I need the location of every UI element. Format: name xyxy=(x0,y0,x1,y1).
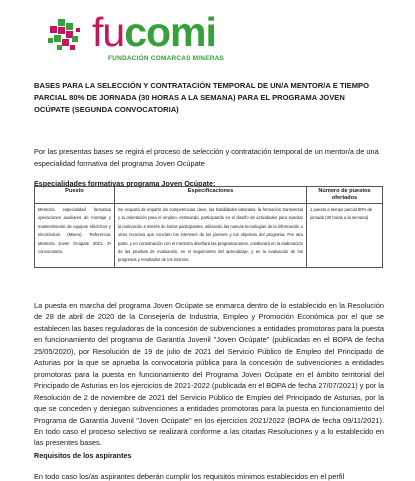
specialties-table xyxy=(34,186,383,268)
document-title: BASES PARA LA SELECCIÓN Y CONTRATACIÓN TEMPORAL DE UN/A MENTOR/A E TIEMPO PARCIAL 80% DE JORNADA (30 HORAS A LA SEMANA) PARA EL PROGRAMA JOVEN OCÚPATE (SEGUNDA CONVOCATORIA) xyxy=(34,81,369,115)
cell-puesto: Mentor/a especialidad formativa operaciones auxiliares de montaje y mantenimiento de equipos eléctricos y electrónicos (Mieeo). Referencia: Mentor/a Joven Ocúpate 2021. 2ª convocatoria. xyxy=(35,204,115,268)
header-especificaciones: Especificaciones xyxy=(115,187,307,204)
requisitos-first-line: En todo caso los/as aspirantes deberán cumplir los requisitos mínimos establecidos en el perfil xyxy=(34,472,345,481)
table-caption: Especialidades formativas programa Joven Ocúpate: xyxy=(34,179,216,188)
header-numero-puestos: Número de puestos ofertados xyxy=(307,187,383,204)
fucomi-logo xyxy=(44,10,234,72)
logo-wordmark-comi: comi xyxy=(124,9,216,55)
cell-especificaciones: Se ocupará de impartir las competencias clave, las habilidades laborales, la formación transversal y la orientación para el empleo, estimando, participando en el diseño de actividades para suscitar la motivación e interés de los/as participantes, utilizando las nuevas tecnologías de la información u otros recursos que conciten los intereses de los jóvenes y los objetivos del programa. Por otra parte, y en coordinación con el mentor/a diseñará las programaciones, colaborará en la elaboración de las pruebas de evaluación, en el seguimiento del aprendizaje, y en la evaluación de los progresos y resultados de los mismos. xyxy=(115,204,307,268)
intro-paragraph: Por las presentas bases se regirá el proceso de selección y contratación temporal de un mentor/a de una especialidad formativa del programa Joven Ocúpate xyxy=(34,147,379,168)
header-puesto: Puesto xyxy=(35,187,115,204)
requisitos-heading: Requisitos de los aspirantes xyxy=(34,451,132,460)
table-header-row xyxy=(35,187,383,204)
table-row xyxy=(35,204,383,268)
cell-numero: 1 puesto a tiempo parcial 80% de jornada (30 horas a la semana) xyxy=(307,204,383,268)
logo-wordmark xyxy=(92,9,216,55)
logo-mosaic-icon xyxy=(44,12,90,58)
logo-subtitle: FUNDACIÓN COMARCAS MINERAS xyxy=(108,55,225,62)
body-paragraph: La puesta en marcha del programa Joven Ocúpate se enmarca dentro de lo establecido en la Resolución de 28 de abril de 2020 de la Consejería de Industria, Empleo y Promoción Económica por el que se establecen las bases reguladoras de la concesión de subvenciones a entidades promotoras para la puesta en funcionamiento del programa de Garantía Juvenil "Joven Ocúpate" (publicadas en el BOPA de fecha 25/05/2020), por Resolución de 19 de julio de 2021 del Servicio Público de Empleo del Principado de Asturias por la que se aprueba la convocatoria pública para la concesión de subvenciones a entidades promotoras para la puesta en funcionamiento del Programa Joven Ocúpate en el ámbito territorial del Principado de Asturias en los ejercicios de 2021-2022 (publicada en el BOPA de fecha 27/07/2021) y por la Resolución de 2 de noviembre de 2021 del Servicio Público de Empleo del Principado de Asturias, por la que se conceden y deniegan subvenciones a entidades promotoras para la puesta en funcionamiento del Programa de Garantía Juvenil "Joven Ocúpate" en los ejercicios 2021/2022 (BOPA de fecha 09/11/2021). En todo caso el proceso selectivo se realizará conforme a las citadas Resoluciones y a lo establecido en las presentes bases. xyxy=(34,301,384,448)
logo-wordmark-fu: fu xyxy=(92,9,125,55)
